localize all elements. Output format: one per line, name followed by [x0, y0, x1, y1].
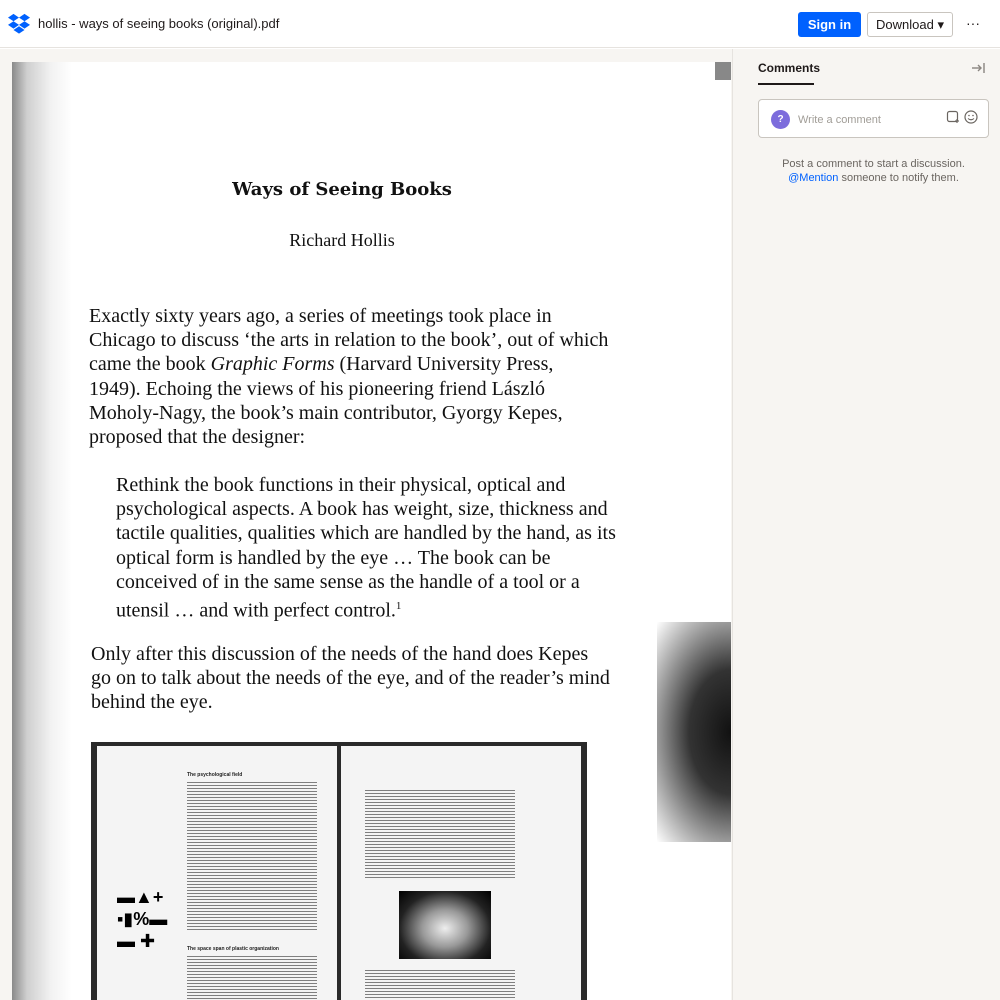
paragraph-intro — [89, 304, 609, 449]
empty-message-line2 — [758, 171, 989, 185]
emoji-icon[interactable] — [964, 110, 978, 124]
spread-text-block — [365, 790, 515, 880]
file-name: hollis - ways of seeing books (original).pdf — [38, 16, 280, 31]
book-spread-image — [91, 742, 587, 1000]
block-quote — [116, 473, 636, 623]
comment-input[interactable] — [798, 110, 938, 129]
avatar: ? — [771, 110, 790, 129]
mention-link[interactable]: @Mention — [788, 172, 839, 184]
document-author: Richard Hollis — [289, 230, 395, 250]
footnote-marker: 1 — [395, 600, 402, 613]
document-viewer[interactable] — [0, 49, 732, 1000]
comments-tab-underline — [758, 83, 814, 85]
paragraph-intro-a: Exactly sixty years ago, a series of meetings took place in Chicago to discuss ‘the arts in relation to the book’, out of which came the book — [89, 305, 609, 376]
paragraph-conclusion: Only after this discussion of the needs of the hand does Kepes go on to talk about the needs of the eye, and of the reader’s mind behind the eye. — [91, 643, 610, 714]
comments-title[interactable]: Comments — [758, 61, 821, 75]
book-title-italic: Graphic Forms — [210, 353, 335, 376]
paragraph-intro-b: (Harvard University Press, 1949). Echoing the views of his pioneering friend László Moholy-Nagy, the book’s main contributor, Gyorgy Kepes, proposed that the designer: — [89, 353, 563, 449]
top-bar — [0, 0, 1000, 48]
sign-in-button[interactable]: Sign in — [798, 12, 861, 37]
comment-box[interactable] — [758, 99, 989, 138]
spread-heading-left-2: The space span of plastic organization — [187, 946, 279, 952]
empty-message-line2-rest: someone to notify them. — [838, 172, 959, 184]
annotation-icon[interactable] — [946, 110, 960, 124]
binder-clip-shadow — [657, 622, 731, 842]
more-options-icon[interactable]: ··· — [966, 15, 980, 31]
spread-text-block — [187, 782, 317, 932]
spread-heading-left: The psychological field — [187, 772, 243, 778]
empty-comments-message — [758, 157, 989, 185]
scan-edge-shadow — [12, 62, 72, 1000]
spread-right-page — [341, 746, 581, 1000]
spread-text-block — [365, 970, 515, 1000]
download-button[interactable]: Download ▾ — [867, 12, 953, 37]
spread-left-page — [97, 746, 337, 1000]
scan-corner-mark — [715, 62, 731, 80]
pdf-page — [12, 62, 731, 1000]
collapse-panel-icon[interactable] — [970, 60, 986, 76]
spread-shapes-figure: ▬▲+ ▪▮%▬ ▬ ✚ — [117, 887, 168, 951]
dropbox-logo-icon[interactable] — [8, 13, 30, 35]
document-title: Ways of Seeing Books — [232, 179, 452, 200]
comments-panel — [732, 49, 1000, 1000]
quote-text: Rethink the book functions in their physical, optical and psychological aspects. A book has weight, size, thickness and tactile qualities, qualities which are handled by the hand, as its optical form is handled by the eye … The book can be conceived of in the same sense as the handle of a tool or a utensil … and with perfect control. — [116, 474, 616, 622]
spread-text-block — [187, 956, 317, 1000]
spread-eye-photo — [399, 891, 491, 959]
empty-message-line1: Post a comment to start a discussion. — [782, 158, 965, 170]
